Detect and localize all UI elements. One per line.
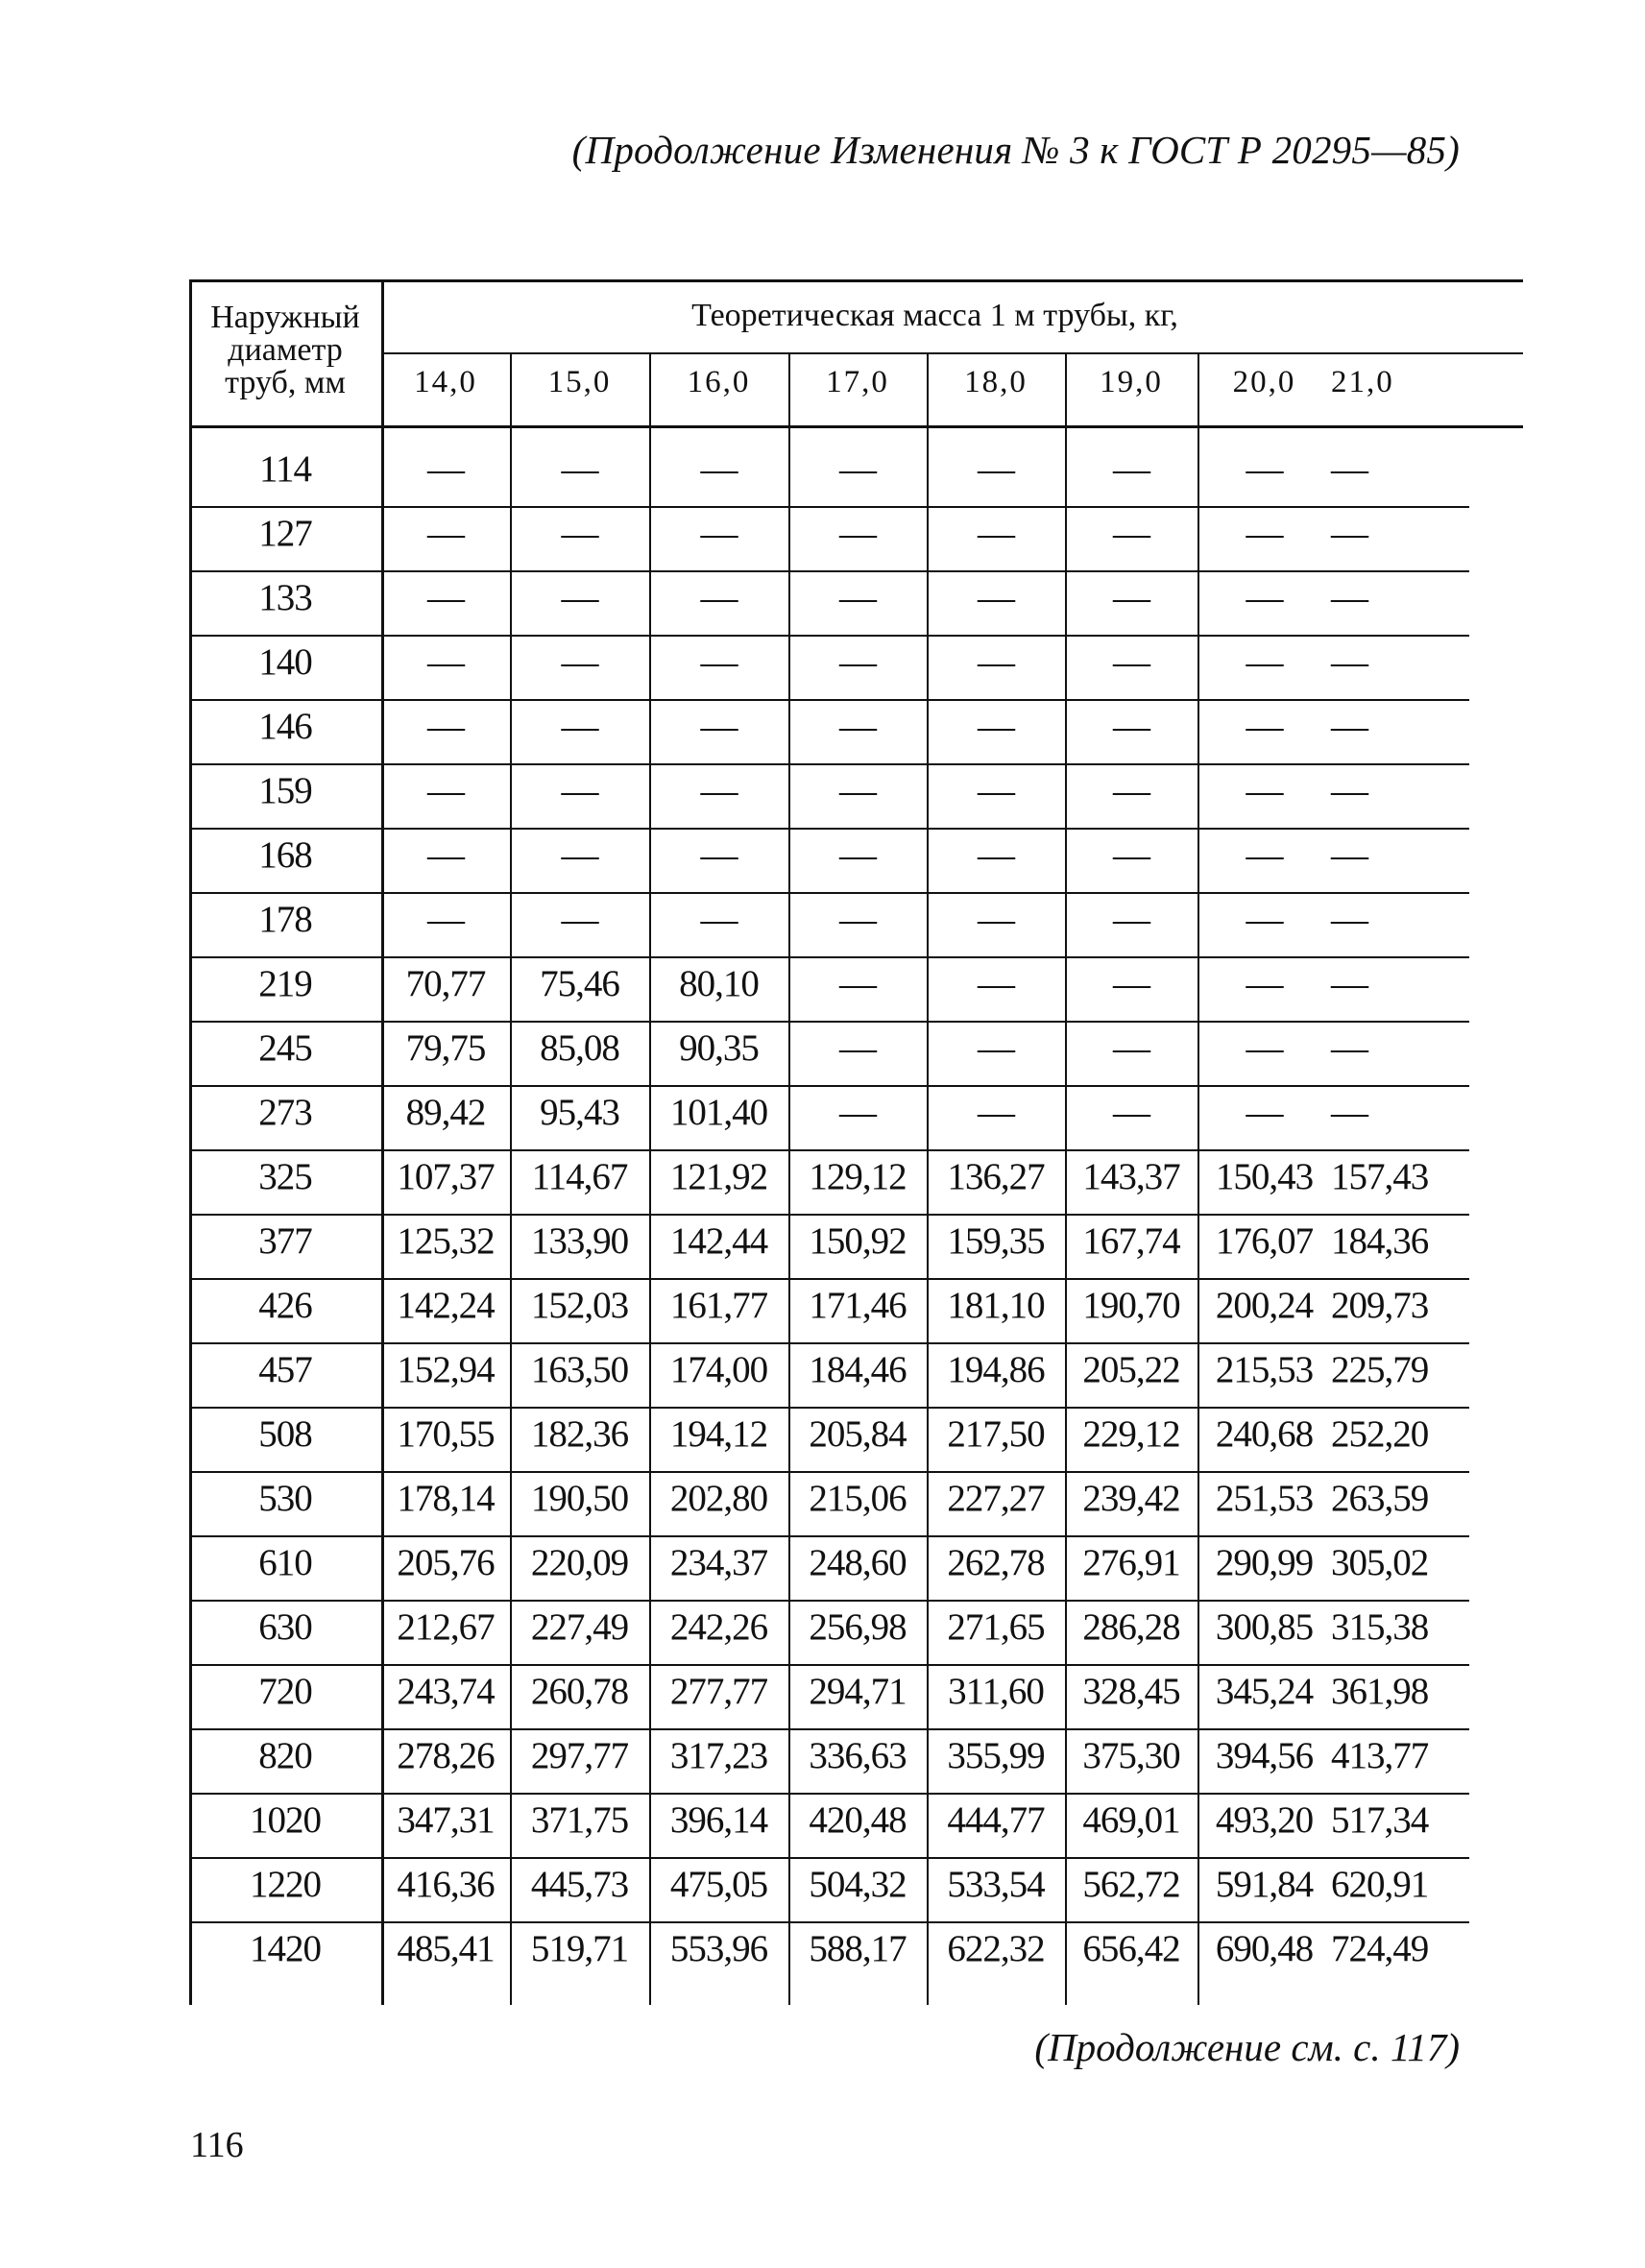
mass-value-cell: — xyxy=(561,577,598,618)
mass-value-cell: 416,36 xyxy=(397,1864,495,1905)
mass-value-cell: — xyxy=(839,706,876,747)
mass-value-cell: 469,01 xyxy=(1082,1799,1180,1841)
mass-value-cell: — xyxy=(1331,706,1367,747)
mass-value-cell: 234,37 xyxy=(669,1542,768,1583)
outer-diameter-cell: 159 xyxy=(258,770,312,811)
outer-diameter-cell: 325 xyxy=(258,1156,312,1197)
mass-value-cell: — xyxy=(839,577,876,618)
mass-value-cell: 394,56 xyxy=(1215,1735,1314,1776)
mass-value-cell: 101,40 xyxy=(669,1092,768,1133)
mass-value-cell: 475,05 xyxy=(669,1864,768,1905)
mass-value-cell: — xyxy=(1113,513,1149,554)
mass-value-cell: 85,08 xyxy=(540,1027,619,1069)
outer-diameter-cell: 508 xyxy=(258,1413,312,1455)
mass-value-cell: 485,41 xyxy=(397,1928,495,1969)
mass-value-cell: 256,98 xyxy=(809,1606,907,1648)
mass-value-cell: 184,46 xyxy=(809,1349,907,1390)
mass-value-cell: — xyxy=(839,513,876,554)
column-group-header: Теоретическая масса 1 м трубы, кг, xyxy=(691,298,1178,333)
row-header-label: труб, мм xyxy=(225,365,346,400)
mass-value-cell: 227,49 xyxy=(530,1606,629,1648)
row-header-label: диаметр xyxy=(228,332,343,368)
outer-diameter-cell: 1020 xyxy=(250,1799,321,1841)
mass-value-cell: 167,74 xyxy=(1082,1220,1180,1262)
mass-value-cell: 205,22 xyxy=(1082,1349,1180,1390)
mass-value-cell: — xyxy=(1113,1092,1149,1133)
mass-value-cell: — xyxy=(700,899,738,940)
mass-value-cell: 277,77 xyxy=(669,1671,768,1712)
mass-value-cell: 297,77 xyxy=(530,1735,629,1776)
mass-value-cell: — xyxy=(700,513,738,554)
header-bottom-rule xyxy=(189,425,1523,428)
outer-diameter-cell: 610 xyxy=(258,1542,312,1583)
mass-value-cell: 178,14 xyxy=(397,1478,495,1519)
mass-value-cell: 361,98 xyxy=(1331,1671,1429,1712)
mass-value-cell: 336,63 xyxy=(809,1735,907,1776)
mass-value-cell: 95,43 xyxy=(540,1092,619,1133)
mass-value-cell: 129,12 xyxy=(809,1156,907,1197)
mass-value-cell: — xyxy=(978,1092,1014,1133)
mass-value-cell: — xyxy=(700,834,738,876)
mass-value-cell: 271,65 xyxy=(947,1606,1045,1648)
mass-value-cell: 396,14 xyxy=(669,1799,768,1841)
mass-value-cell: 300,85 xyxy=(1215,1606,1314,1648)
mass-value-cell: — xyxy=(1331,1092,1367,1133)
mass-value-cell: — xyxy=(1113,1027,1149,1069)
outer-diameter-cell: 168 xyxy=(258,834,312,876)
mass-value-cell: 181,10 xyxy=(947,1285,1045,1326)
mass-value-cell: — xyxy=(978,577,1014,618)
mass-value-cell: 209,73 xyxy=(1331,1285,1429,1326)
outer-diameter-cell: 114 xyxy=(258,448,312,490)
mass-value-cell: 190,70 xyxy=(1082,1285,1180,1326)
wall-thickness-column-header: 20,0 xyxy=(1232,365,1296,399)
mass-value-cell: 263,59 xyxy=(1331,1478,1429,1519)
outer-diameter-cell: 457 xyxy=(258,1349,312,1390)
mass-value-cell: — xyxy=(1331,963,1367,1004)
mass-value-cell: 174,00 xyxy=(669,1349,768,1390)
outer-diameter-cell: 219 xyxy=(258,963,312,1004)
mass-value-cell: 413,77 xyxy=(1331,1735,1429,1776)
mass-value-cell: 79,75 xyxy=(405,1027,486,1069)
mass-value-cell: — xyxy=(978,513,1014,554)
mass-value-cell: — xyxy=(1331,513,1367,554)
outer-diameter-cell: 127 xyxy=(258,513,312,554)
mass-value-cell: 519,71 xyxy=(530,1928,629,1969)
outer-diameter-cell: 377 xyxy=(258,1220,312,1262)
mass-value-cell: — xyxy=(700,706,738,747)
mass-value-cell: 161,77 xyxy=(669,1285,768,1326)
mass-value-cell: 225,79 xyxy=(1331,1349,1429,1390)
mass-value-cell: 194,86 xyxy=(947,1349,1045,1390)
outer-diameter-cell: 426 xyxy=(258,1285,312,1326)
mass-value-cell: — xyxy=(427,770,464,811)
mass-value-cell: 159,35 xyxy=(947,1220,1045,1262)
mass-value-cell: — xyxy=(1331,770,1367,811)
table-top-rule xyxy=(189,279,1523,282)
mass-value-cell: — xyxy=(978,899,1014,940)
mass-value-cell: — xyxy=(1113,577,1149,618)
mass-value-cell: — xyxy=(700,577,738,618)
page-number: 116 xyxy=(190,2125,244,2165)
mass-value-cell: — xyxy=(1246,513,1283,554)
mass-value-cell: 588,17 xyxy=(809,1928,907,1969)
mass-value-cell: 171,46 xyxy=(809,1285,907,1326)
mass-value-cell: — xyxy=(561,448,598,490)
mass-value-cell: — xyxy=(1246,641,1283,683)
mass-value-cell: 444,77 xyxy=(947,1799,1045,1841)
mass-value-cell: 317,23 xyxy=(669,1735,768,1776)
wall-thickness-column-header: 16,0 xyxy=(687,365,751,399)
mass-value-cell: — xyxy=(427,641,464,683)
mass-value-cell: 656,42 xyxy=(1082,1928,1180,1969)
mass-value-cell: — xyxy=(561,899,598,940)
mass-value-cell: 150,92 xyxy=(809,1220,907,1262)
mass-value-cell: 227,27 xyxy=(947,1478,1045,1519)
mass-value-cell: — xyxy=(839,899,876,940)
mass-value-cell: 133,90 xyxy=(530,1220,629,1262)
mass-value-cell: 125,32 xyxy=(397,1220,495,1262)
mass-value-cell: 80,10 xyxy=(679,963,759,1004)
mass-value-cell: — xyxy=(978,448,1014,490)
outer-diameter-cell: 820 xyxy=(258,1735,312,1776)
mass-value-cell: — xyxy=(978,641,1014,683)
mass-value-cell: — xyxy=(1246,770,1283,811)
mass-value-cell: 315,38 xyxy=(1331,1606,1429,1648)
mass-value-cell: 690,48 xyxy=(1215,1928,1314,1969)
mass-value-cell: 240,68 xyxy=(1215,1413,1314,1455)
mass-value-cell: 248,60 xyxy=(809,1542,907,1583)
mass-value-cell: 620,91 xyxy=(1331,1864,1429,1905)
wall-thickness-column-header: 18,0 xyxy=(964,365,1028,399)
mass-value-cell: 170,55 xyxy=(397,1413,495,1455)
mass-value-cell: — xyxy=(1246,963,1283,1004)
mass-value-cell: 215,53 xyxy=(1215,1349,1314,1390)
mass-value-cell: 212,67 xyxy=(397,1606,495,1648)
mass-value-cell: — xyxy=(1113,770,1149,811)
mass-value-cell: 239,42 xyxy=(1082,1478,1180,1519)
mass-value-cell: 355,99 xyxy=(947,1735,1045,1776)
mass-value-cell: 182,36 xyxy=(530,1413,629,1455)
mass-value-cell: 345,24 xyxy=(1215,1671,1314,1712)
mass-value-cell: — xyxy=(1246,448,1283,490)
mass-value-cell: 136,27 xyxy=(947,1156,1045,1197)
mass-value-cell: 251,53 xyxy=(1215,1478,1314,1519)
mass-value-cell: 553,96 xyxy=(669,1928,768,1969)
mass-value-cell: 562,72 xyxy=(1082,1864,1180,1905)
mass-value-cell: — xyxy=(427,513,464,554)
continuation-footer-note: (Продолжение см. с. 117) xyxy=(1034,2025,1460,2069)
mass-value-cell: 278,26 xyxy=(397,1735,495,1776)
mass-value-cell: — xyxy=(839,770,876,811)
mass-value-cell: — xyxy=(1331,448,1367,490)
mass-value-cell: 152,03 xyxy=(530,1285,629,1326)
mass-value-cell: 107,37 xyxy=(397,1156,495,1197)
mass-value-cell: — xyxy=(839,1027,876,1069)
mass-value-cell: 311,60 xyxy=(948,1671,1044,1712)
mass-value-cell: — xyxy=(427,834,464,876)
mass-value-cell: 202,80 xyxy=(669,1478,768,1519)
mass-value-cell: — xyxy=(978,706,1014,747)
mass-value-cell: 622,32 xyxy=(947,1928,1045,1969)
outer-diameter-cell: 178 xyxy=(258,899,312,940)
mass-value-cell: — xyxy=(1331,899,1367,940)
mass-value-cell: 157,43 xyxy=(1331,1156,1429,1197)
mass-value-cell: 328,45 xyxy=(1082,1671,1180,1712)
mass-value-cell: — xyxy=(427,706,464,747)
outer-diameter-cell: 720 xyxy=(258,1671,312,1712)
mass-value-cell: — xyxy=(1113,706,1149,747)
outer-diameter-cell: 245 xyxy=(258,1027,312,1069)
mass-value-cell: 70,77 xyxy=(405,963,486,1004)
mass-value-cell: — xyxy=(839,1092,876,1133)
mass-value-cell: 371,75 xyxy=(530,1799,629,1841)
mass-value-cell: 294,71 xyxy=(809,1671,907,1712)
mass-value-cell: — xyxy=(700,641,738,683)
mass-value-cell: 724,49 xyxy=(1331,1928,1429,1969)
mass-value-cell: 420,48 xyxy=(809,1799,907,1841)
mass-value-cell: 121,92 xyxy=(669,1156,768,1197)
mass-value-cell: 114,67 xyxy=(531,1156,628,1197)
mass-value-cell: — xyxy=(1113,448,1149,490)
mass-value-cell: — xyxy=(1331,1027,1367,1069)
mass-value-cell: 493,20 xyxy=(1215,1799,1314,1841)
wall-thickness-column-header: 21,0 xyxy=(1331,365,1394,399)
outer-diameter-cell: 630 xyxy=(258,1606,312,1648)
mass-value-cell: 163,50 xyxy=(530,1349,629,1390)
mass-value-cell: 591,84 xyxy=(1215,1864,1314,1905)
mass-value-cell: 533,54 xyxy=(947,1864,1045,1905)
mass-value-cell: — xyxy=(978,834,1014,876)
mass-value-cell: 242,26 xyxy=(669,1606,768,1648)
mass-value-cell: 262,78 xyxy=(947,1542,1045,1583)
header-sub-rule xyxy=(381,352,1523,354)
mass-value-cell: 243,74 xyxy=(397,1671,495,1712)
mass-value-cell: — xyxy=(1331,641,1367,683)
mass-value-cell: 517,34 xyxy=(1331,1799,1429,1841)
mass-value-cell: — xyxy=(427,899,464,940)
mass-value-cell: — xyxy=(1246,1092,1283,1133)
mass-value-cell: 347,31 xyxy=(397,1799,495,1841)
mass-value-cell: 220,09 xyxy=(530,1542,629,1583)
continuation-header-note: (Продолжение Изменения № 3 к ГОСТ Р 20295—85) xyxy=(571,128,1460,172)
mass-value-cell: 260,78 xyxy=(530,1671,629,1712)
mass-value-cell: — xyxy=(839,834,876,876)
mass-value-cell: — xyxy=(1113,963,1149,1004)
mass-value-cell: 190,50 xyxy=(530,1478,629,1519)
mass-value-cell: 142,24 xyxy=(397,1285,495,1326)
mass-value-cell: — xyxy=(839,641,876,683)
mass-value-cell: — xyxy=(561,770,598,811)
mass-value-cell: 200,24 xyxy=(1215,1285,1314,1326)
mass-value-cell: — xyxy=(839,448,876,490)
mass-value-cell: 229,12 xyxy=(1082,1413,1180,1455)
mass-value-cell: — xyxy=(427,577,464,618)
mass-value-cell: 150,43 xyxy=(1215,1156,1314,1197)
mass-value-cell: 184,36 xyxy=(1331,1220,1429,1262)
mass-value-cell: — xyxy=(700,770,738,811)
mass-value-cell: 217,50 xyxy=(947,1413,1045,1455)
outer-diameter-cell: 140 xyxy=(258,641,312,683)
outer-diameter-cell: 133 xyxy=(258,577,312,618)
mass-value-cell: — xyxy=(1246,706,1283,747)
mass-value-cell: — xyxy=(1246,834,1283,876)
mass-value-cell: 205,76 xyxy=(397,1542,495,1583)
mass-value-cell: — xyxy=(700,448,738,490)
mass-value-cell: — xyxy=(1246,1027,1283,1069)
mass-value-cell: 290,99 xyxy=(1215,1542,1314,1583)
mass-value-cell: — xyxy=(978,963,1014,1004)
mass-value-cell: — xyxy=(427,448,464,490)
mass-value-cell: — xyxy=(978,770,1014,811)
mass-value-cell: — xyxy=(561,641,598,683)
mass-value-cell: 142,44 xyxy=(669,1220,768,1262)
mass-value-cell: 375,30 xyxy=(1082,1735,1180,1776)
mass-value-cell: 152,94 xyxy=(397,1349,495,1390)
outer-diameter-cell: 1220 xyxy=(250,1864,321,1905)
mass-value-cell: 286,28 xyxy=(1082,1606,1180,1648)
mass-value-cell: 176,07 xyxy=(1215,1220,1314,1262)
mass-value-cell: — xyxy=(1246,899,1283,940)
mass-value-cell: — xyxy=(561,706,598,747)
mass-value-cell: 504,32 xyxy=(809,1864,907,1905)
mass-value-cell: — xyxy=(1113,641,1149,683)
mass-value-cell: 205,84 xyxy=(809,1413,907,1455)
mass-value-cell: 305,02 xyxy=(1331,1542,1429,1583)
mass-value-cell: 215,06 xyxy=(809,1478,907,1519)
mass-value-cell: 90,35 xyxy=(679,1027,759,1069)
wall-thickness-column-header: 15,0 xyxy=(547,365,612,399)
mass-value-cell: — xyxy=(1113,834,1149,876)
wall-thickness-column-header: 17,0 xyxy=(826,365,889,399)
mass-value-cell: — xyxy=(1113,899,1149,940)
wall-thickness-column-header: 14,0 xyxy=(414,365,477,399)
mass-value-cell: 252,20 xyxy=(1331,1413,1429,1455)
mass-value-cell: 276,91 xyxy=(1082,1542,1180,1583)
mass-value-cell: — xyxy=(561,834,598,876)
mass-value-cell: — xyxy=(1331,577,1367,618)
mass-value-cell: 75,46 xyxy=(540,963,619,1004)
wall-thickness-column-header: 19,0 xyxy=(1100,365,1163,399)
outer-diameter-cell: 530 xyxy=(258,1478,312,1519)
mass-value-cell: 89,42 xyxy=(405,1092,486,1133)
mass-value-cell: 194,12 xyxy=(669,1413,768,1455)
outer-diameter-cell: 1420 xyxy=(250,1928,321,1969)
outer-diameter-cell: 146 xyxy=(258,706,312,747)
mass-value-cell: — xyxy=(1331,834,1367,876)
outer-diameter-cell: 273 xyxy=(258,1092,312,1133)
mass-value-cell: 143,37 xyxy=(1082,1156,1180,1197)
row-header-label: Наружный xyxy=(210,300,360,335)
mass-value-cell: — xyxy=(839,963,876,1004)
mass-value-cell: 445,73 xyxy=(530,1864,629,1905)
mass-value-cell: — xyxy=(1246,577,1283,618)
mass-value-cell: — xyxy=(978,1027,1014,1069)
mass-value-cell: — xyxy=(561,513,598,554)
